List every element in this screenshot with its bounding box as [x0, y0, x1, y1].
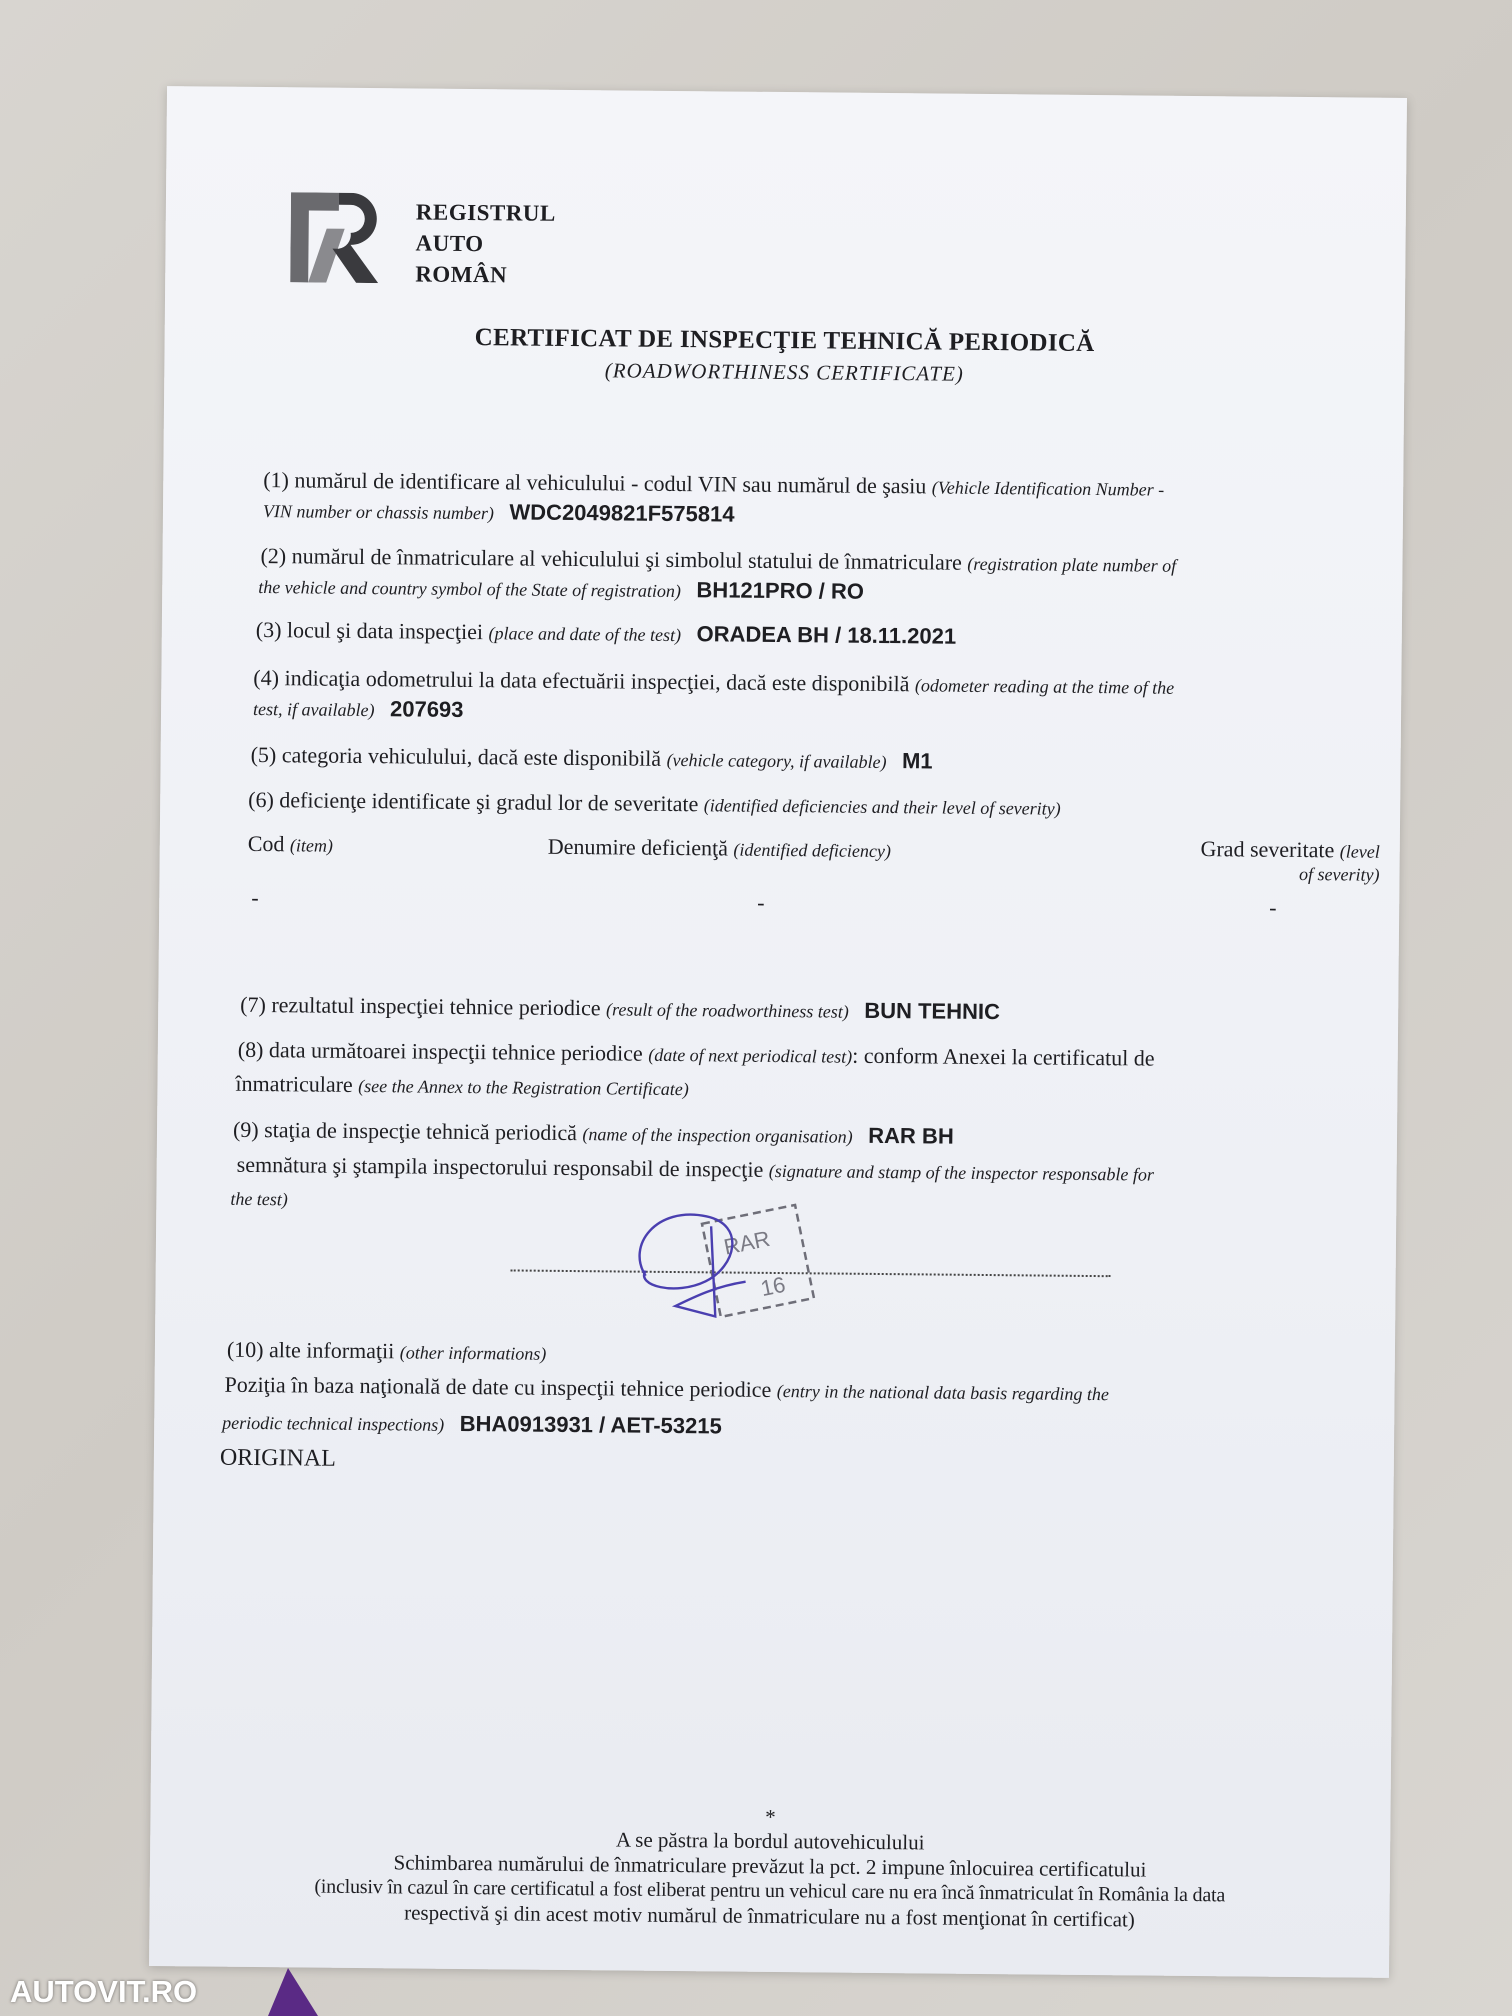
signature-label: semnătura şi ştampila inspectorului responsabil de inspecţie [236, 1151, 764, 1182]
stamp-text-number: 16 [758, 1271, 788, 1302]
field-10-line [227, 1337, 547, 1366]
entry-line-1 [224, 1372, 1109, 1406]
footer-line-4: respectivă şi din acest motiv numărul de înmatriculare nu a fost menţionat în certificat) [404, 1900, 1135, 1932]
field-7-label: (7) rezultatul inspecţiei tehnice periodice [240, 991, 601, 1021]
col-severity-label: Grad severitate [1200, 836, 1335, 863]
col-code-label: Cod [247, 830, 285, 857]
field-8-line-2 [235, 1071, 689, 1101]
vehicle-category-value: M1 [901, 748, 933, 774]
field-5-line [251, 742, 933, 775]
field-5-label: (5) categoria vehiculului, dacă este disponibilă [250, 741, 662, 771]
field-3-line [256, 617, 957, 650]
rar-logo [290, 192, 385, 283]
signature-and-stamp [615, 1185, 856, 1337]
field-4-line-2 [253, 695, 464, 723]
field-8-label: (8) data următoarei inspecţii tehnice periodice [237, 1036, 643, 1066]
signature-english-2: the test) [230, 1188, 288, 1210]
field-6-label: (6) deficienţe identificate şi gradul lor de severitate [248, 786, 699, 817]
col-severity-english-1: (level [1339, 841, 1380, 862]
field-8-english-1: (date of next periodical test) [648, 1044, 853, 1067]
field-8-label-2: înmatriculare [235, 1070, 353, 1097]
vin-value: WDC2049821F575814 [509, 499, 735, 527]
table-header-severity [1159, 838, 1379, 886]
entry-english-2: periodic technical inspections) [222, 1412, 445, 1435]
field-2-label: (2) numărul de înmatriculare al vehiculului şi simbolul statului de înmatriculare [260, 543, 962, 575]
field-3-label: (3) locul şi data inspecţiei [255, 616, 484, 645]
field-1-line-2 [263, 497, 735, 528]
footer-line-3: (inclusiv în cazul în care certificatul a fost eliberat pentru un vehicul care nu era încă înmatriculat în România la data [314, 1875, 1226, 1907]
field-1-line-1 [263, 467, 1164, 502]
entry-english-1: (entry in the national data basis regarding the [776, 1381, 1109, 1405]
station-value: RAR BH [868, 1122, 954, 1149]
table-header-deficiency [548, 834, 891, 863]
site-watermark: AUTOVIT.RO [10, 1974, 198, 2009]
table-row-code: - [251, 884, 259, 911]
footer-star: * [765, 1804, 776, 1830]
odometer-value: 207693 [389, 696, 464, 722]
entry-line-2 [222, 1409, 722, 1440]
certificate-paper [149, 86, 1407, 1978]
inspector-signature [639, 1214, 746, 1317]
table-row-severity: - [1269, 894, 1277, 920]
brand-line-3: ROMÂN [415, 261, 508, 288]
field-8-line-1 [238, 1037, 1155, 1072]
field-4-english-2: test, if available) [252, 698, 375, 721]
result-value: BUN TEHNIC [864, 997, 1001, 1025]
original-mark: ORIGINAL [219, 1444, 336, 1472]
field-2-line-2 [258, 573, 864, 605]
field-9-line [233, 1117, 954, 1150]
signature-line-1 [237, 1152, 1155, 1187]
signature-english-1: (signature and stamp of the inspector responsable for [768, 1160, 1155, 1185]
brand-line-2: AUTO [415, 230, 484, 257]
entry-value: BHA0913931 / AET-53215 [459, 1410, 722, 1439]
field-4-line-1 [253, 665, 1174, 700]
field-2-english-2: the vehicle and country symbol of the State of registration) [258, 576, 682, 602]
field-6-english: (identified deficiencies and their level of severity) [703, 795, 1061, 819]
field-9-english: (name of the inspection organisation) [582, 1124, 853, 1147]
field-8-english-2: (see the Annex to the Registration Certificate) [358, 1075, 689, 1100]
col-deficiency-label: Denumire deficienţă [547, 833, 729, 861]
footer-line-1: A se păstra la bordul autovehiculului [615, 1827, 925, 1855]
stamp-text-rar: RAR [721, 1225, 773, 1260]
field-1-english-2: VIN number or chassis number) [262, 501, 495, 524]
field-10-label: (10) alte informaţii [226, 1336, 395, 1364]
registration-value: BH121PRO / RO [696, 577, 865, 604]
field-5-english: (vehicle category, if available) [666, 749, 887, 773]
field-7-english: (result of the roadworthiness test) [606, 999, 849, 1022]
field-7-line [240, 992, 1000, 1025]
entry-label: Poziţia în baza naţională de date cu inspecţii tehnice periodice [224, 1371, 772, 1402]
footer-line-2: Schimbarea numărului de înmatriculare prevăzut la pct. 2 impune înlocuirea certificatului [393, 1850, 1147, 1882]
field-4-english-1: (odometer reading at the time of the [914, 675, 1175, 698]
col-code-english: (item) [289, 835, 334, 856]
corner-decoration [268, 1968, 318, 2016]
field-2-line-1 [260, 543, 1176, 578]
field-3-english: (place and date of the test) [488, 623, 682, 646]
table-row-deficiency: - [757, 889, 765, 915]
field-1-label: (1) numărul de identificare al vehiculului - codul VIN sau numărul de şasiu [263, 467, 927, 499]
document-subtitle: (ROADWORTHINESS CERTIFICATE) [604, 358, 964, 386]
col-severity-english-2: of severity) [1298, 863, 1380, 885]
col-deficiency-english: (identified deficiency) [733, 839, 891, 862]
field-10-english: (other informations) [399, 1342, 547, 1364]
field-4-label: (4) indicaţia odometrului la data efectuării inspecţiei, dacă este disponibilă [253, 664, 910, 697]
table-header-code [248, 831, 333, 858]
place-date-value: ORADEA BH / 18.11.2021 [696, 621, 957, 649]
field-2-english-1: (registration plate number of [967, 553, 1177, 576]
field-1-english-1: (Vehicle Identification Number - [931, 477, 1165, 500]
field-8-tail: : conform Anexei la certificatul de [852, 1042, 1155, 1071]
field-9-label: (9) staţia de inspecţie tehnică periodică [232, 1116, 578, 1146]
brand-name [415, 196, 556, 290]
field-6-line [248, 787, 1061, 821]
signature-line-2 [230, 1185, 288, 1212]
document-title: CERTIFICAT DE INSPECŢIE TEHNICĂ PERIODICĂ [474, 324, 1095, 358]
brand-line-1: REGISTRUL [415, 199, 556, 226]
